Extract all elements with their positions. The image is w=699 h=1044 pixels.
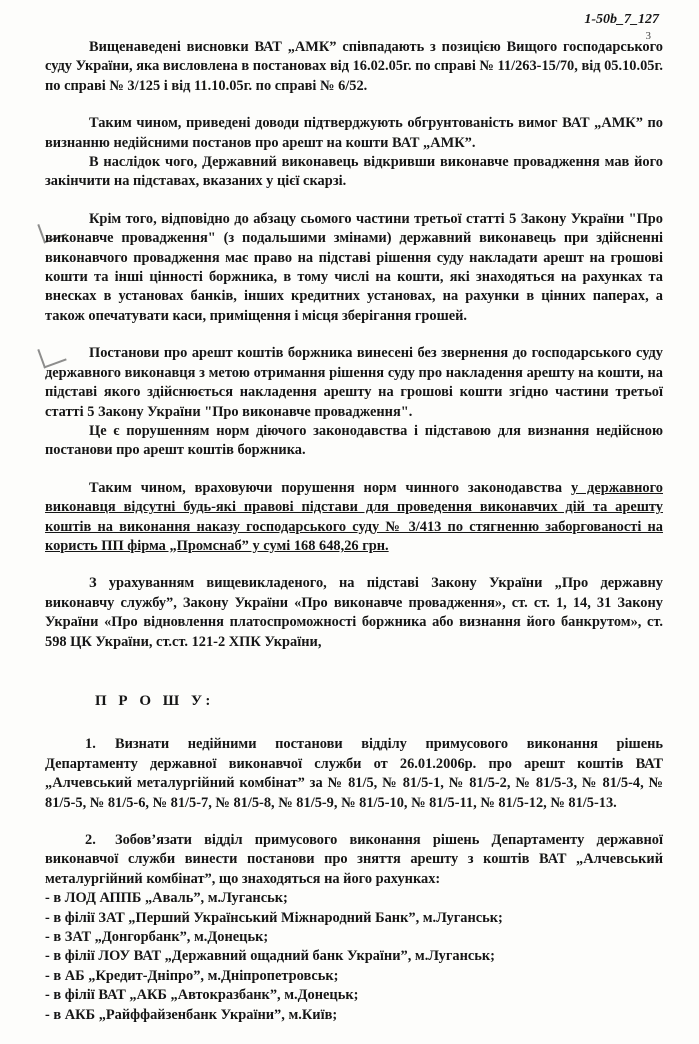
bank-list-item: - в ЛОД АППБ „Аваль”, м.Луганськ; (45, 890, 288, 907)
item-text: Зобов’язати відділ примусового виконання рішень Департаменту державної виконавчої служби винести постанови про зняття арешту з коштів ВАТ „Алчевський металургійний комбінат”, що знаходяться на його рахунках: (45, 832, 663, 887)
paragraph (45, 479, 663, 557)
bank-list (45, 889, 663, 1025)
paragraph-underlined-text: у державного виконавця відсутні будь-які правові підстави для проведення виконавчих дій та арешту коштів на виконання наказу господарського суду № 3/413 по стягненню заборгованості на користь ПП фірма „Промснаб” у сумі 168 648,26 грн. (45, 479, 663, 554)
bank-list-item: - в філії ВАТ „АКБ „Автокразбанк”, м.Донецьк; (45, 987, 359, 1004)
page-number: 3 (645, 30, 651, 42)
item-text: Визнати недійними постанови відділу примусового виконання рішень Департаменту державної виконавчої служби от 26.01.2006р. про арешт коштів ВАТ „Алчевський металургійний комбінат” за № 81/5, № 81/5-1, № 81/5-2, № 81/5-3, № 81/5-4, № 81/5-5, № 81/5-6, № 81/5-7, № 81/5-8, № 81/5-9, № 81/5-10, № 81/5-11, № 81/5-12, № 81/5-13. (45, 736, 663, 811)
paragraph-plain-text: Таким чином, враховуючи порушення норм чинного законодавства (89, 479, 571, 496)
bank-list-item: - в філії ЗАТ „Перший Український Міжнародний Банк”, м.Луганськ; (45, 909, 503, 926)
bank-list-item: - в АБ „Кредит-Дніпро”, м.Дніпропетровськ; (45, 967, 339, 984)
paragraph: Постанови про арешт коштів боржника винесені без звернення до господарського суду державного виконавця з метою отримання рішення суду про накладення арешту на кошти, на підставі якого здійснюється накладення арешту на грошові кошти згідно частини третьої статті 5 Закону України "Про виконавче провадження". (45, 345, 663, 420)
paragraph: В наслідок чого, Державний виконавець відкривши виконавче провадження мав його закінчити на підставах, вказаних у цієї скарзі. (45, 154, 663, 190)
item-number: 2. (85, 832, 96, 848)
document-id: 1-50b_7_127 (584, 12, 659, 27)
bank-list-item: - в ЗАТ „Донгорбанк”, м.Донецьк; (45, 929, 269, 946)
document-body (45, 38, 663, 1025)
paragraph: Вищенаведені висновки ВАТ „АМК” співпадають з позицією Вищого господарського суду України, яка висловлена в постановах від 16.02.05г. по справі № 11/263-15/70, від 05.10.05г. по справі № 3/125 і від 11.10.05г. по справі № 6/52. (45, 39, 663, 94)
request-title: П Р О Ш У: (95, 692, 215, 709)
item-number: 1. (85, 736, 96, 753)
bank-list-item: - в АКБ „Райффайзенбанк України”, м.Київ; (45, 1006, 338, 1023)
paragraph: Крім того, відповідно до абзацу сьомого частини третьої статті 5 Закону України "Про виконавче провадження" (з подальшими змінами) державний виконавець при здійсненні виконавчого провадження має право на підставі рішення суду накладати арешт на грошові кошти та інші цінності боржника, в тому числі на кошти, які знаходяться на рахунках та внесках в установах банків, інших кредитних установах, на рахунки в цінних паперах, а також опечатувати каси, приміщення і місця зберігання грошей. (45, 210, 663, 324)
paragraph: З урахуванням вищевикладеного, на підставі Закону України „Про державну виконавчу службу”, Закону України «Про виконавче провадження», ст. ст. 1, 14, 31 Закону України «Про відновлення платоспроможності боржника або визнання його банкрутом», ст. 598 ЦК України, ст.ст. 121-2 ХПК України, (45, 575, 663, 650)
request-item-2 (45, 831, 663, 889)
request-item-1 (45, 735, 663, 813)
paragraph: Таким чином, приведені доводи підтверджують обгрунтованість вимог ВАТ „АМК” по визнанню недійсними постанов про арешт на кошти ВАТ „АМК”. (45, 115, 663, 151)
bank-list-item: - в філії ЛОУ ВАТ „Державний ощадний банк України”, м.Луганськ; (45, 948, 495, 965)
paragraph: Це є порушенням норм діючого законодавства і підставою для визнання недійсною постанови про арешт коштів боржника. (45, 422, 663, 459)
